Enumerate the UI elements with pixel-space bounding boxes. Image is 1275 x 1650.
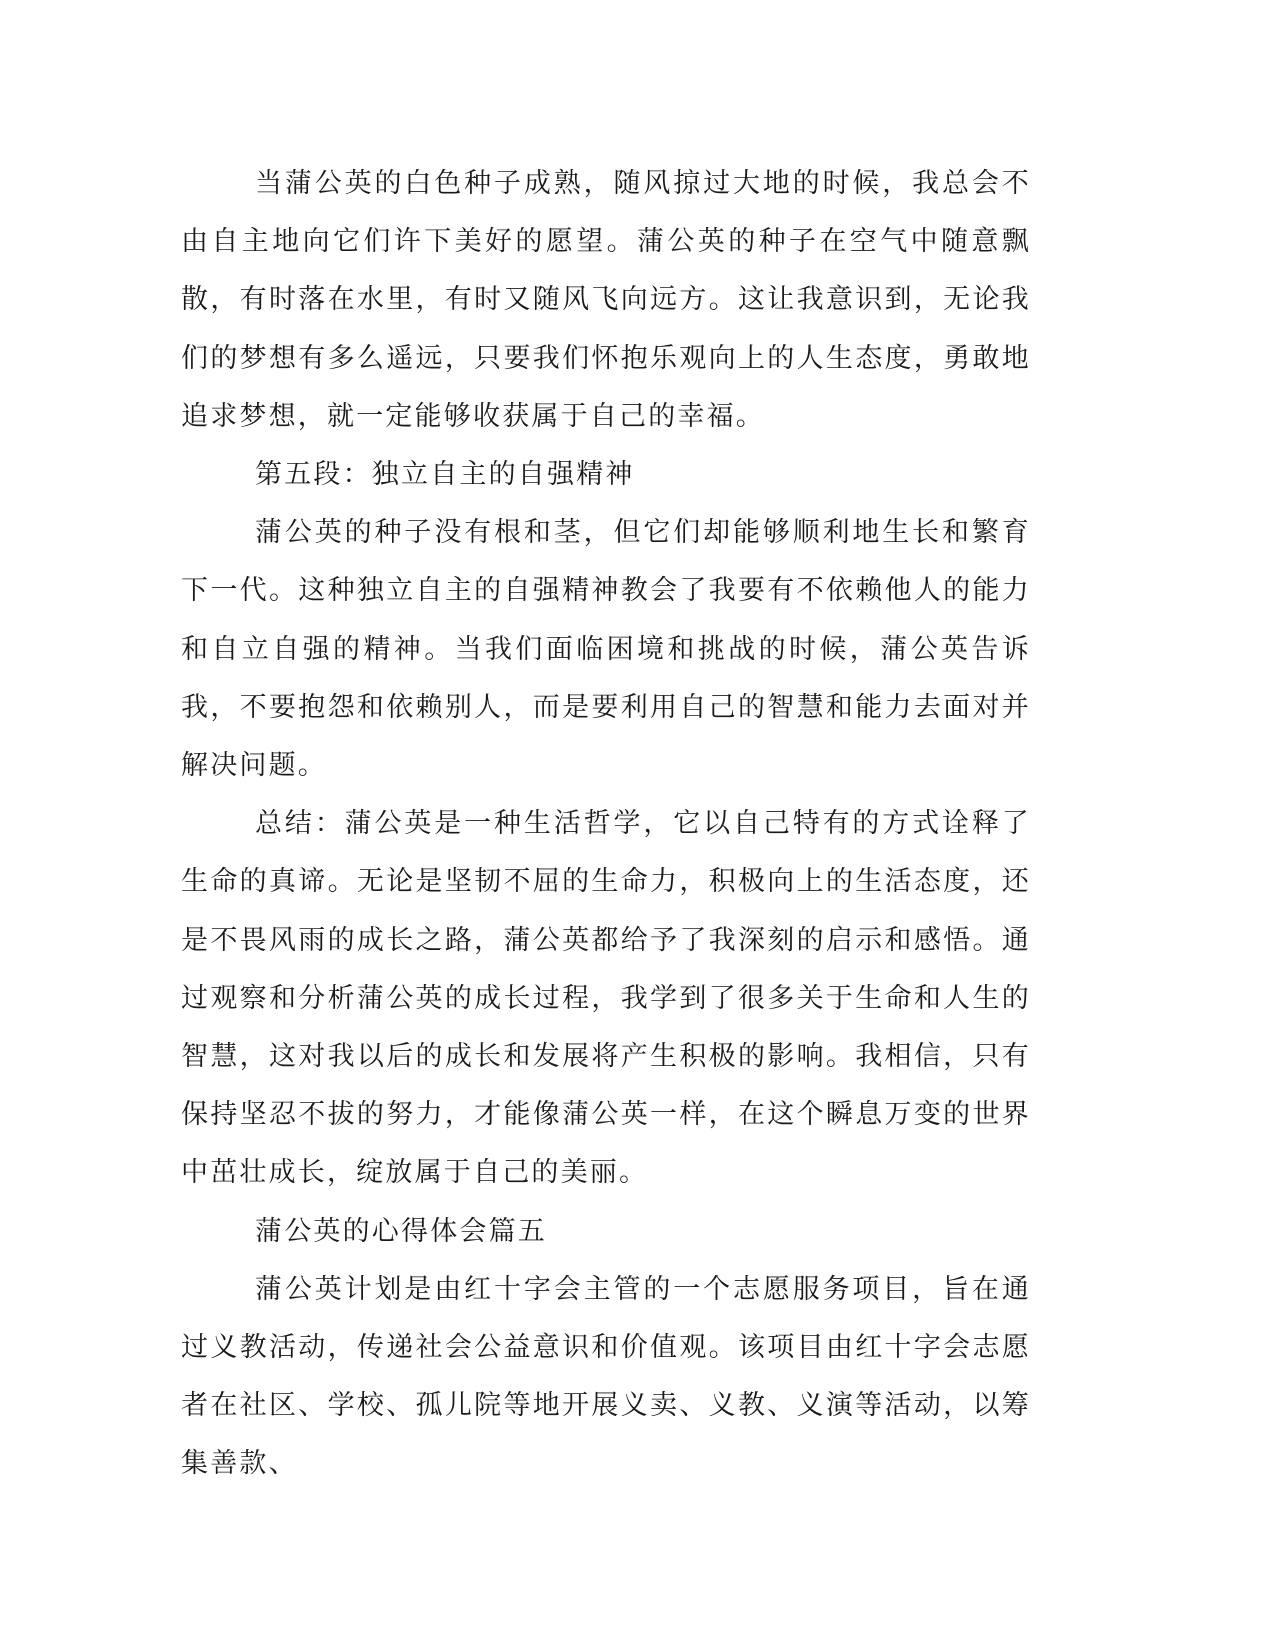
paragraph-independence: 蒲公英的种子没有根和茎，但它们却能够顺利地生长和繁育下一代。这种独立自主的自强精神教会了我要有不依赖他人的能力和自立自强的精神。当我们面临困境和挑战的时候，蒲公英告诉我，不要抱怨和依赖别人，而是要利用自己的智慧和能力去面对并解决问题。 [181, 517, 1031, 782]
paragraph-dandelion-plan: 蒲公英计划是由红十字会主管的一个志愿服务项目，旨在通过义教活动，传递社会公益意识和价值观。该项目由红十字会志愿者在社区、学校、孤儿院等地开展义卖、义教、义演等活动，以筹集善款、 [181, 1273, 1031, 1480]
paragraph-seed-wishes: 当蒲公英的白色种子成熟，随风掠过大地的时候，我总会不由自主地向它们许下美好的愿望。蒲公英的种子在空气中随意飘散，有时落在水里，有时又随风飞向远方。这让我意识到，无论我们的梦想有多么遥远，只要我们怀抱乐观向上的人生态度，勇敢地追求梦想，就一定能够收获属于自己的幸福。 [181, 168, 1031, 432]
document-body [181, 155, 1031, 1494]
paragraph-summary: 总结：蒲公英是一种生活哲学，它以自己特有的方式诠释了生命的真谛。无论是坚韧不屈的生命力，积极向上的生活态度，还是不畏风雨的成长之路，蒲公英都给予了我深刻的启示和感悟。通过观察和分析蒲公英的成长过程，我学到了很多关于生命和人生的智慧，这对我以后的成长和发展将产生积极的影响。我相信，只有保持坚忍不拔的努力，才能像蒲公英一样，在这个瞬息万变的世界中茁壮成长，绽放属于自己的美丽。 [181, 808, 1031, 1189]
section-heading-part-five: 第五段：独立自主的自强精神 [255, 459, 635, 491]
essay-title-part-five: 蒲公英的心得体会篇五 [255, 1215, 547, 1247]
